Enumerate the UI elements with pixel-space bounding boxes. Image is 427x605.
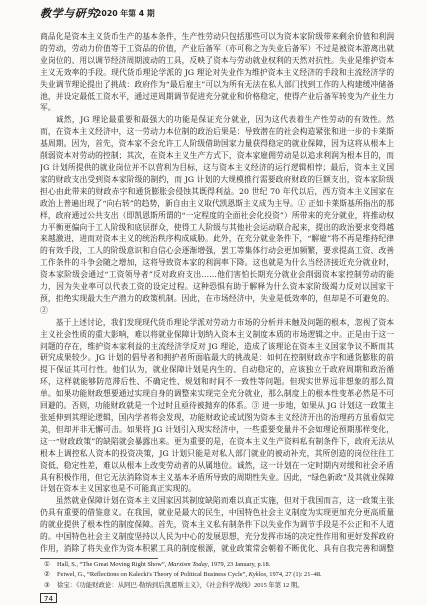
footnote-marker: ①	[44, 561, 50, 568]
journal-name: Marxism Today	[167, 561, 208, 568]
footnote	[40, 570, 394, 580]
footnote	[40, 560, 394, 570]
journal-title: 教学与研究	[40, 7, 98, 20]
paragraph: 基于上述讨论，我们发现现代货币理论学派对劳动力市场的分析并未触及问题的根本，忽视了资本主义社会性质的重大影响，难以将就业保障计划纳入资本主义制度本质的市场逻辑之中。正是由于这一问题的存在，维护资本家利益的主流经济学反对 JG 理论，造成了该理论在资本主义国家争议不断而其研究成果较少。JG 计划的倡导者和拥护者所面临最大的挑战是：如何在控制财政赤字和通货膨胀的前提下保证其可行性。他们认为，就业保障计划是内生的、自动稳定的，应该独立于政府周期和政治循环，这样就能够防范滞后性、不确定性、规划和时间不一致性等问题。但现实世界远非想象的那么简单。如果功能财政想要通过实现自身的调整来实现完全充分就业，那么制度上的根本性变革必然是不可回避的。否则，功能财政就是一个过时且亟待被抛弃的体系。③ 进一步地，如果从 JG 计划这一政策主张延伸到其理论逻辑，国内学者将会发现，功能财政论或试图为资本主义经济开出的治理药方虽看似完美，但却并非无懈可击。如果将 JG 计划引入现实经济中，一些重要变量并不会如理论预期那样变化，这一“财政政策”的缺陷就会暴露出来。更为重要的是，在资本主义生产资料私有制条件下，政府无法从根本上调控私人资本的投资决策，JG 计划只能是对私人部门就业的被动补充，其所创造的岗位往往工资低、稳定性差，难以从根本上改变劳动者的从属地位。诚然，这一计划在一定时期内对缓和社会矛盾具有积极作用，但它无法消除资本主义基本矛盾所导致的周期性失业。因此，“绿色新政”及其就业保障计划在资本主义国家也是不可能真正实现的。	[40, 317, 394, 494]
footnote-text: Feiwel, G., “Reflections on Kalecki's Theory of Political Business Cycle”,	[57, 571, 249, 579]
footnote-divider	[40, 558, 158, 559]
footnote	[40, 581, 394, 591]
footnote-text: , 1974, 27 (1): 21–48.	[266, 571, 322, 579]
paragraph: 诚然，JG 理论最重要和最强大的功能是保证充分就业，因为这代表着生产性劳动的有效性。然而，在资本主义经济中，这一劳动力本位制的政治后果是：导致潜在的社会构造紧张和进一步的卡莱斯基周期。因为，首先，资本家不会允许工人阶级借助国家力量获得稳定的就业保障，因为这将从根本上削弱资本对劳动的控制；其次，在资本主义生产方式下，资本家雇佣劳动是以追求利润为根本目的，而 JG 计划所提供的就业岗位并不以营利为目标，这与资本主义经济的运行逻辑相悖；最后，资本主义国家的财政支出受到资本家阶级的制约，而 JG 计划的大规模推行需要政府财政的巨额支出，资本家阶级担心由此带来的财政赤字和通货膨胀会侵蚀其既得利益。20 世纪 70 年代以后，西方资本主义国家在政治上普遍出现了“向右转”的趋势，新自由主义取代凯恩斯主义成为主导。① 正如卡莱斯基所指出的那样，政府通过公共支出（即凯恩斯所谓的“一定程度的全面社会化投资”）所带来的充分就业，将推动权力平衡更偏向于工人阶级和底层群众，使得工人阶级与其他社会运动联合起来，提出的政治要求变得越来越激进，进而对资本主义的统治秩序构成威胁。此外，在充分就业条件下，“解雇”将不再是维持纪律的有效手段，工人的阶级意识和自信心会逐渐增强，罢工等集体行动会更加频繁，要求提高工资、改善工作条件的斗争会随之增加，这将导致资本家的利润率下降。这也就是为什么当经济接近充分就业时，资本家阶级会通过“工资领导者”反对政府支出……他们害怕长期充分就业会削弱资本家控制劳动的能力，因为失业率可以代表工资的设定过程。这种恐惧有助于解释为什么资本家阶级竭力反对以国家干预，拒绝实现最大生产潜力的政策机制。因此，在市场经济中，失业是低效率的，但却是不可避免的。②	[40, 115, 394, 315]
page-number: 74	[40, 593, 57, 603]
footnote-text: , 1979, 23 January, p.18.	[207, 561, 271, 568]
journal-name: Kyklos	[248, 571, 267, 579]
footnote-text: 徐宝：《功能财政论：从阿巴·勒纳到后凯恩斯主义》，《社会科学战线》2015 年第 12 期。	[57, 581, 304, 589]
footnote-marker: ②	[44, 571, 50, 579]
paragraph: 虽然就业保障计划在资本主义国家因其制度缺陷而难以真正实施，但对于我国而言，这一政策主张仍具有重要的借鉴意义。在我国，就业是最大的民生，中国特色社会主义制度为实现更加充分更高质量的就业提供了根本性的制度保障。首先，资本主义私有制条件下以失业作为调节手段是不公正和不人道的。中国特色社会主义制度坚持以人民为中心的发展思想，充分发挥市场的决定性作用和更好发挥政府作用，消除了将失业作为资本积累工具的制度根源，就业政策常会朝着不断优化、具有自我完善和调整	[40, 496, 394, 553]
issue-label: 2020 年第 4 期	[96, 9, 155, 18]
footnote-marker: ③	[44, 581, 50, 589]
article-body	[40, 31, 394, 556]
footnote-text: Hall, S., “The Great Moving Right Show”,	[57, 561, 168, 568]
footnotes	[40, 560, 394, 592]
paragraph: 商品化是资本主义货币生产的基本条件，生产性劳动只包括那些可以为资本家阶级带来剩余价值和利润的劳动，劳动力价值等于工资品的价值，产业后备军（亦可称之为失业后备军）不过是被资本游离出就业岗位的、用以调节经济周期波动的工具，反映了资本与劳动就业权利的天然对抗性。失业是维护资本主义无效率的手段。现代货币理论学派的 JG 理论对失业作为维护资本主义经济的手段和主流经济学的失业调节理论提出了挑战：政府作为“最后雇主”可以为所有无法在私人部门找到工作的人构建缓冲储备池，并设定最低工资水平，通过逆周期调节促进充分就业和价格稳定，使得产业后备军转变为产业生力军。	[40, 32, 394, 113]
